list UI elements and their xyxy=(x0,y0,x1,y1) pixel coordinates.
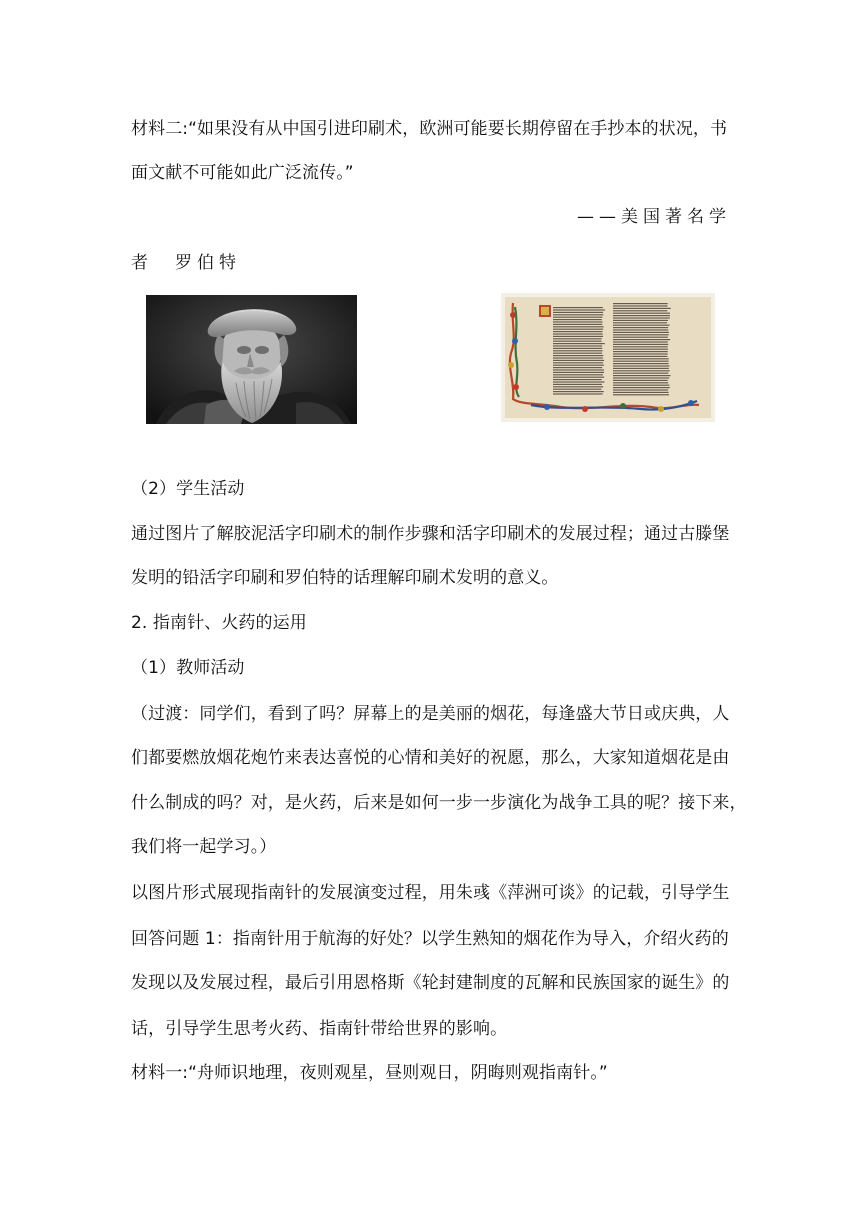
text-line xyxy=(553,314,603,315)
quote-material-two-line-1: 材料二:“如果没有从中国引进印刷术，欧洲可能要长期停留在手抄本的状况，书 xyxy=(131,119,728,139)
text-line xyxy=(553,377,604,378)
text-line xyxy=(553,369,604,370)
text-line xyxy=(553,357,603,358)
text-line xyxy=(553,317,602,318)
text-column-left xyxy=(553,307,605,395)
text-line xyxy=(613,346,668,347)
text-line xyxy=(553,350,603,351)
text-line xyxy=(613,334,669,335)
text-line xyxy=(553,329,603,330)
text-line xyxy=(613,320,668,321)
text-line xyxy=(553,362,603,363)
text-line xyxy=(613,310,667,311)
text-line xyxy=(613,375,671,376)
text-line xyxy=(553,372,604,373)
text-line xyxy=(553,384,602,385)
text-line xyxy=(553,374,603,375)
text-line xyxy=(553,381,605,382)
text-line xyxy=(613,385,669,386)
text-line xyxy=(613,308,671,309)
student-activity-line-1: 通过图片了解胶泥活字印刷术的制作步骤和活字印刷术的发展过程；通过古滕堡 xyxy=(131,524,730,544)
text-line xyxy=(613,387,670,388)
text-line xyxy=(613,361,669,362)
text-line xyxy=(553,331,602,332)
text-line xyxy=(613,339,670,340)
text-line xyxy=(613,382,668,383)
quote-attribution: ——美国著名学 xyxy=(577,207,731,227)
text-line xyxy=(613,368,669,369)
text-line xyxy=(613,365,669,366)
section-compass-gunpowder-heading: 2. 指南针、火药的运用 xyxy=(131,613,307,633)
text-line xyxy=(613,377,669,378)
text-line xyxy=(613,370,670,371)
text-line xyxy=(613,392,669,393)
teaching-method-line-2: 回答问题 1：指南针用于航海的好处？以学生熟知的烟花作为导入，介绍火药的 xyxy=(131,929,729,949)
text-line xyxy=(553,309,605,310)
text-line xyxy=(613,344,668,345)
text-line xyxy=(553,319,602,320)
text-line xyxy=(613,380,668,381)
teaching-method-line-1: 以图片形式展现指南针的发展演变过程，用朱彧《萍洲可谈》的记载，引导学生 xyxy=(131,883,730,903)
text-line xyxy=(613,351,668,352)
transition-line-1: （过渡：同学们，看到了吗？屏幕上的是美丽的烟花，每逢盛大节日或庆典，人 xyxy=(131,704,730,724)
text-line xyxy=(553,307,603,308)
teaching-method-line-3: 发现以及发展过程，最后引用恩格斯《轮封建制度的瓦解和民族国家的诞生》的 xyxy=(131,973,730,993)
quote-material-one: 材料一:“舟师识地理，夜则观星，昼则观日，阴晦则观指南针。” xyxy=(131,1063,608,1083)
text-line xyxy=(553,312,603,313)
section-student-activity-heading: （2）学生活动 xyxy=(131,479,245,499)
text-line xyxy=(553,365,604,366)
text-line xyxy=(613,303,668,304)
student-activity-line-2: 发明的铅活字印刷和罗伯特的话理解印刷术发明的意义。 xyxy=(131,568,559,588)
illuminated-bible-page-icon xyxy=(501,293,715,422)
text-line xyxy=(613,389,668,390)
text-line xyxy=(553,336,603,337)
text-line xyxy=(553,338,602,339)
transition-line-3: 什么制成的吗？对，是火药，后来是如何一步一步演化为战争工具的呢？接下来， xyxy=(131,793,747,813)
text-line xyxy=(553,389,601,390)
text-line xyxy=(553,348,602,349)
text-line xyxy=(613,322,667,323)
text-line xyxy=(553,379,602,380)
quote-material-two-line-2: 面文献不可能如此广泛流传。” xyxy=(131,163,354,183)
text-line xyxy=(613,341,668,342)
portrait-image xyxy=(146,295,357,424)
text-line xyxy=(613,358,669,359)
text-line xyxy=(613,353,668,354)
text-line xyxy=(613,332,669,333)
text-line xyxy=(553,345,602,346)
teaching-method-line-4: 话，引导学生思考火药、指南针带给世界的影响。 xyxy=(131,1019,508,1039)
transition-line-4: 我们将一起学习。） xyxy=(131,837,277,857)
text-line xyxy=(553,324,602,325)
section-teacher-activity-heading: （1）教师活动 xyxy=(131,658,245,678)
text-line xyxy=(553,353,602,354)
text-line xyxy=(613,317,670,318)
text-line xyxy=(613,373,668,374)
text-line xyxy=(553,355,603,356)
quote-attribution-name: 者 罗伯特 xyxy=(131,253,241,273)
text-line xyxy=(613,349,668,350)
text-line xyxy=(553,333,603,334)
manuscript-image xyxy=(501,293,715,422)
text-line xyxy=(553,391,604,392)
text-line xyxy=(553,367,602,368)
text-line xyxy=(553,326,604,327)
text-line xyxy=(553,393,603,394)
text-line xyxy=(613,315,670,316)
text-line xyxy=(613,325,670,326)
text-line xyxy=(553,360,604,361)
text-line xyxy=(613,329,668,330)
bearded-man-portrait-icon xyxy=(146,295,357,424)
text-line xyxy=(613,363,669,364)
text-line xyxy=(553,343,605,344)
text-line xyxy=(613,356,667,357)
text-line xyxy=(613,305,667,306)
text-line xyxy=(553,321,603,322)
text-line xyxy=(553,341,601,342)
text-line xyxy=(613,313,670,314)
text-line xyxy=(553,386,603,387)
text-line xyxy=(613,394,669,395)
transition-line-2: 们都要燃放烟花炮竹来表达喜悦的心情和美好的祝愿，那么，大家知道烟花是由 xyxy=(131,748,730,768)
text-line xyxy=(613,327,668,328)
text-line xyxy=(613,337,668,338)
